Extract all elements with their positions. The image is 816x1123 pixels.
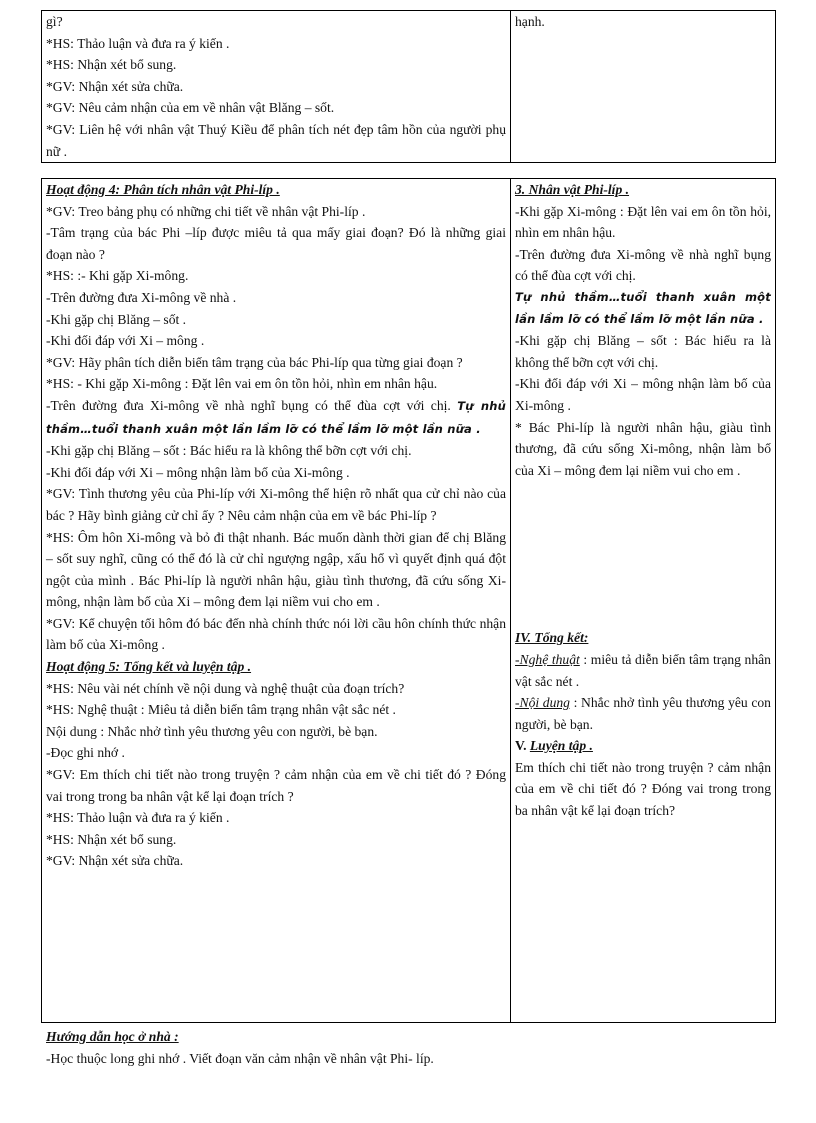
handwritten-quote: Tự nhủ thầm…tuổi thanh xuân một lần lầm lỡ có thể lầm lỡ một lần nữa . xyxy=(46,398,507,436)
content-cell xyxy=(511,11,776,163)
lesson-table-main xyxy=(41,178,776,1023)
handwritten-quote: Tự nhủ thầm…tuổi thanh xuân một lần lầm lỡ có thể lầm lỡ một lần nữa . xyxy=(515,289,771,326)
section-5-title: Luyện tập . xyxy=(529,738,593,754)
text-line: * Bác Phi-líp là người nhân hậu, giàu tình thương, đã cứu sống Xi-mông, nhận làm bố của Xi – mông đem lại niềm vui cho em . xyxy=(515,419,771,478)
text-line: -Khi gặp chị Blăng – sốt : Bác hiểu ra là không thể bỡn cợt với chị. xyxy=(515,333,771,370)
text-line: *GV: Nêu cảm nhận của em về nhân vật Blăng – sốt. xyxy=(46,100,335,116)
section-5-number: V. xyxy=(515,738,530,754)
text-line xyxy=(515,692,771,735)
homework-section xyxy=(46,1026,766,1069)
text-line: *GV: Em thích chi tiết nào trong truyện ? cảm nhận của em về chi tiết đó ? Đóng vai trong trong ba nhân vật kể lại đoạn trích ? xyxy=(46,767,506,804)
text-line: Nội dung : Nhắc nhở tình yêu thương yêu con người, bè bạn. xyxy=(46,723,378,739)
teacher-student-activity-cell xyxy=(42,11,511,163)
text-line: Em thích chi tiết nào trong truyện ? cảm nhận của em về chi tiết đó ? Đóng vai trong trong ba nhân vật kể lại đoạn trích? xyxy=(515,759,771,819)
road-text: -Trên đường đưa Xi-mông về nhà nghĩ bụng có thể đùa cợt với chị. xyxy=(46,397,451,413)
text-line: -Khi gặp chị Blăng – sốt . xyxy=(46,311,187,327)
text-line: -Trên đường đưa Xi-mông về nhà nghĩ bụng có thể đùa cợt với chị. xyxy=(515,246,771,284)
activity-4-title: Hoạt động 4: Phân tích nhân vật Phi-líp . xyxy=(46,182,280,197)
section-4-heading: IV. Tổng kết: xyxy=(515,630,589,646)
activity-5-title: Hoạt động 5: Tổng kết và luyện tập . xyxy=(46,659,252,675)
text-line: *GV: Hãy phân tích diễn biến tâm trạng của bác Phi-líp qua từng giai đoạn ? xyxy=(46,354,463,370)
text-line: *GV: Nhận xét sửa chữa. xyxy=(46,853,184,869)
text-line: *HS: - Khi gặp Xi-mông : Đặt lên vai em ôn tồn hỏi, nhìn em nhân hậu. xyxy=(46,376,438,392)
text-line: *GV: Treo bảng phụ có những chi tiết về nhân vật Phi-líp . xyxy=(46,203,366,219)
text-line: -Đọc ghi nhớ . xyxy=(46,745,125,761)
text-line: *HS: Nhận xét bổ sung. xyxy=(46,57,177,73)
text-line: *HS: Ôm hôn Xi-mông và bỏ đi thật nhanh. Bác muốn dành thời gian để chị Blăng – sốt suy nghĩ, cũng có thể đó là cử chỉ ngượng ngập, xấu hổ vì quyết định quá đột ngột của mình . Bác Phi-líp là người nhân hậu, giàu tình thương, đã cứu sống Xi-mông, nhận làm bố của Xi – mông đem lại niềm vui cho em . xyxy=(46,529,506,610)
teacher-student-activity-cell xyxy=(42,179,511,1023)
homework-text: -Học thuộc long ghi nhớ . Viết đoạn văn cảm nhận về nhân vật Phi- líp. xyxy=(46,1050,434,1066)
text-line xyxy=(46,395,506,440)
homework-title: Hướng dẫn học ở nhà : xyxy=(46,1029,179,1044)
text-line: *GV: Liên hệ với nhân vật Thuý Kiều để phân tích nét đẹp tâm hồn của người phụ nữ . xyxy=(46,121,506,159)
text-line: *HS: Nghệ thuật : Miêu tả diễn biến tâm trạng nhân vật sắc nét . xyxy=(46,702,396,718)
spacer xyxy=(515,481,771,627)
section-5-heading xyxy=(515,735,771,757)
art-text: : miêu tả diễn biến tâm trạng nhân vật sắc nét . xyxy=(515,651,771,689)
text-line: -Tâm trạng của bác Phi –líp được miêu tả qua mấy giai đoạn? Đó là những giai đoạn nào ? xyxy=(46,225,506,262)
text-line: *HS: Nhận xét bổ sung. xyxy=(46,831,177,847)
text-line: *GV: Nhận xét sửa chữa. xyxy=(46,78,184,94)
text-line: -Trên đường đưa Xi-mông về nhà . xyxy=(46,289,237,305)
content-cell xyxy=(511,179,776,1023)
text-line: -Khi đối đáp với Xi – mông . xyxy=(46,333,205,349)
text-line: hạnh. xyxy=(515,14,545,29)
text-line: *HS: Thảo luận và đưa ra ý kiến . xyxy=(46,810,230,826)
text-line: -Khi gặp chị Blăng – sốt : Bác hiểu ra là không thể bỡn cợt với chị. xyxy=(46,443,412,459)
content-text: : Nhắc nhở tình yêu thương yêu con người, bè bạn. xyxy=(515,695,771,732)
text-line: *GV: Tình thương yêu của Phi-líp với Xi-mông thể hiện rõ nhất qua cử chỉ nào của bác ? Hãy bình giảng cử chỉ ấy ? Nêu cảm nhận của em về bác Phi-líp ? xyxy=(46,486,506,523)
text-line: *GV: Kể chuyện tối hôm đó bác đến nhà chính thức nói lời cầu hôn chính thức nhận làm bố của Xi-mông . xyxy=(46,615,506,653)
text-line: *HS: Thảo luận và đưa ra ý kiến . xyxy=(46,35,230,51)
lesson-table-continued xyxy=(41,10,776,163)
text-line: -Khi đối đáp với Xi – mông nhận làm bố của Xi-mông . xyxy=(515,376,771,413)
content-label: -Nội dung xyxy=(515,695,570,711)
text-line: *HS: :- Khi gặp Xi-mông. xyxy=(46,268,189,284)
text-line: -Khi gặp Xi-mông : Đặt lên vai em ôn tồn hỏi, nhìn em nhân hậu. xyxy=(515,203,771,241)
text-line: *HS: Nêu vài nét chính về nội dung và nghệ thuật của đoạn trích? xyxy=(46,680,405,696)
section-3-heading: 3. Nhân vật Phi-líp . xyxy=(515,182,630,197)
text-line: -Khi đối đáp với Xi – mông nhận làm bố của Xi-mông . xyxy=(46,464,350,480)
art-label: -Nghệ thuật xyxy=(515,651,580,667)
text-line xyxy=(515,649,771,692)
text-line: gì? xyxy=(46,14,63,29)
